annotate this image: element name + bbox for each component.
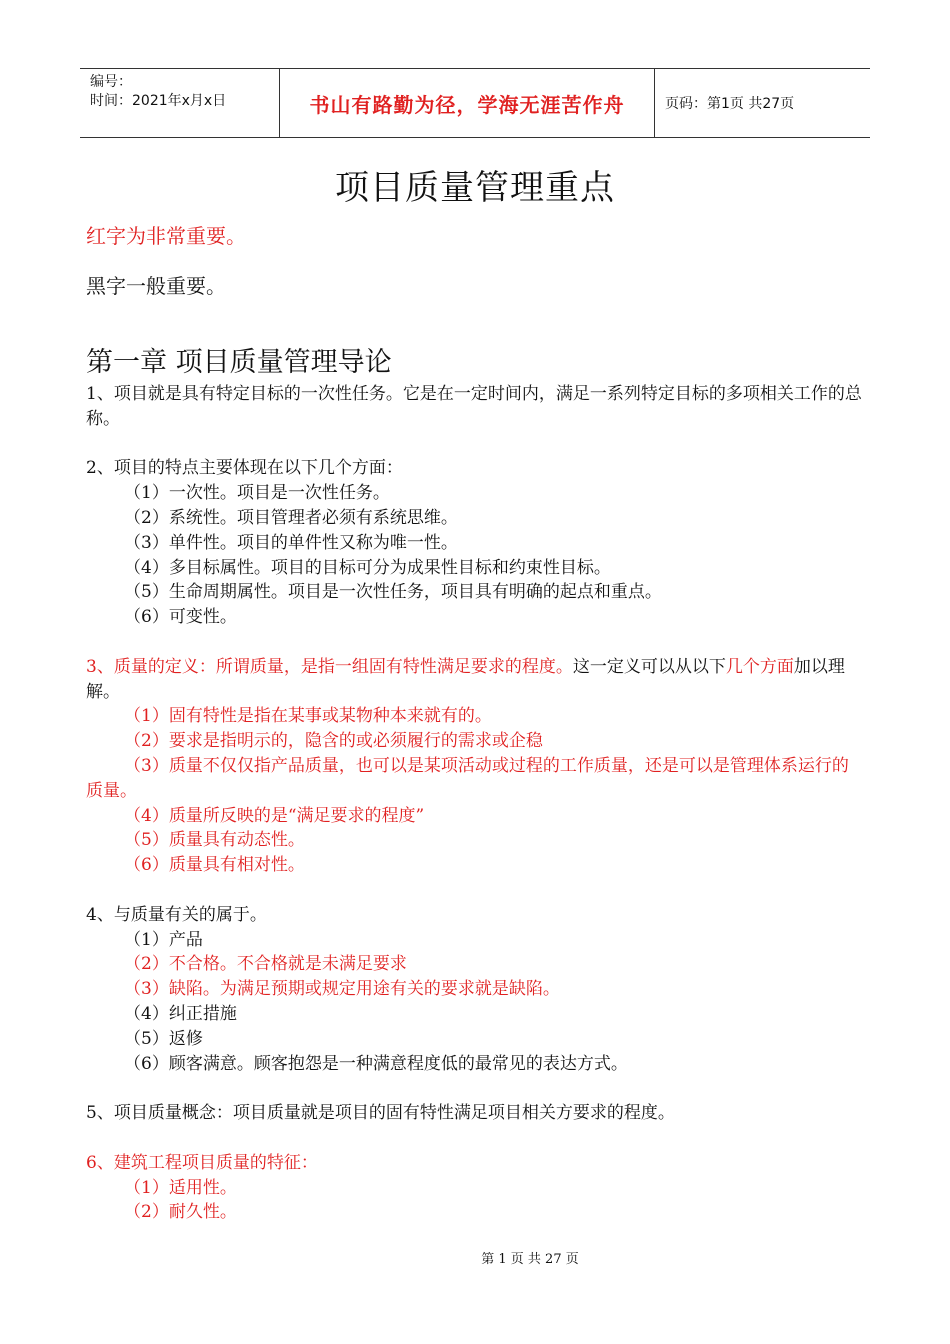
item-6: 6、建筑工程项目质量的特征： — [86, 1152, 318, 1173]
page-footer: 第 1 页 共 27 页 — [481, 1252, 579, 1267]
item-3-5: （5）质量具有动态性。 — [124, 830, 305, 851]
item-2-3: （3）单件性。项目的单件性又称为唯一性。 — [124, 532, 458, 553]
item-3-6: （6）质量具有相对性。 — [124, 855, 305, 876]
chapter-title: 第一章 项目质量管理导论 — [86, 347, 392, 378]
item-3-text-b: 加以理解。 — [86, 656, 845, 702]
item-6-1: （1）适用性。 — [124, 1177, 237, 1198]
item-3-1: （1）固有特性是指在某事或某物种本来就有的。 — [124, 706, 492, 727]
item-3-2: （2）要求是指明示的，隐含的或必须履行的需求或企稳 — [124, 731, 543, 752]
item-2: 2、项目的特点主要体现在以下几个方面： — [86, 458, 403, 479]
item-4-4: （4）纠正措施 — [124, 1003, 237, 1024]
item-4-5: （5）返修 — [124, 1028, 203, 1049]
black-note: 黑字一般重要。 — [86, 274, 226, 298]
item-3-text-a: 这一定义可以从以下 — [572, 656, 726, 677]
time-label: 时间：2021年x月x日 — [90, 93, 227, 109]
page-title: 项目质量管理重点 — [335, 168, 615, 208]
item-4-2: （2）不合格。不合格就是未满足要求 — [124, 954, 407, 975]
item-2-1: （1）一次性。项目是一次性任务。 — [124, 483, 390, 504]
chapter-body — [86, 382, 864, 1225]
header-motto: 书山有路勤为径，学海无涯苦作舟 — [280, 69, 655, 137]
item-3-definition: 3、质量的定义：所谓质量，是指一组固有特性满足要求的程度。 — [86, 656, 573, 677]
document-header — [80, 68, 870, 138]
item-6-2: （2）耐久性。 — [124, 1202, 237, 1223]
item-2-5: （5）生命周期属性。项目是一次性任务，项目具有明确的起点和重点。 — [124, 582, 662, 603]
item-4-3: （3）缺陷。为满足预期或规定用途有关的要求就是缺陷。 — [124, 979, 560, 1000]
item-4-1: （1）产品 — [124, 929, 203, 950]
item-3 — [86, 655, 864, 705]
item-4: 4、与质量有关的属于。 — [86, 904, 267, 925]
item-3-aspects: 几个方面 — [725, 656, 794, 677]
red-note: 红字为非常重要。 — [86, 224, 246, 248]
item-4-6: （6）顾客满意。顾客抱怨是一种满意程度低的最常见的表达方式。 — [124, 1053, 628, 1074]
item-2-2: （2）系统性。项目管理者必须有系统思维。 — [124, 507, 458, 528]
item-2-6: （6）可变性。 — [124, 607, 237, 628]
header-meta — [80, 69, 280, 137]
header-page-info: 页码：第1页 共27页 — [665, 96, 795, 112]
item-3-4: （4）质量所反映的是“满足要求的程度” — [124, 805, 425, 826]
item-2-4: （4）多目标属性。项目的目标可分为成果性目标和约束性目标。 — [124, 557, 611, 578]
item-1: 1、项目就是具有特定目标的一次性任务。它是在一定时间内，满足一系列特定目标的多项相关工作的总称。 — [86, 384, 862, 429]
item-3-3: （3）质量不仅仅指产品质量，也可以是某项活动或过程的工作质量，还是可以是管理体系运行的质量。 — [86, 755, 849, 801]
item-5: 5、项目质量概念：项目质量就是项目的固有特性满足项目相关方要求的程度。 — [86, 1103, 675, 1124]
number-label: 编号： — [90, 74, 132, 90]
